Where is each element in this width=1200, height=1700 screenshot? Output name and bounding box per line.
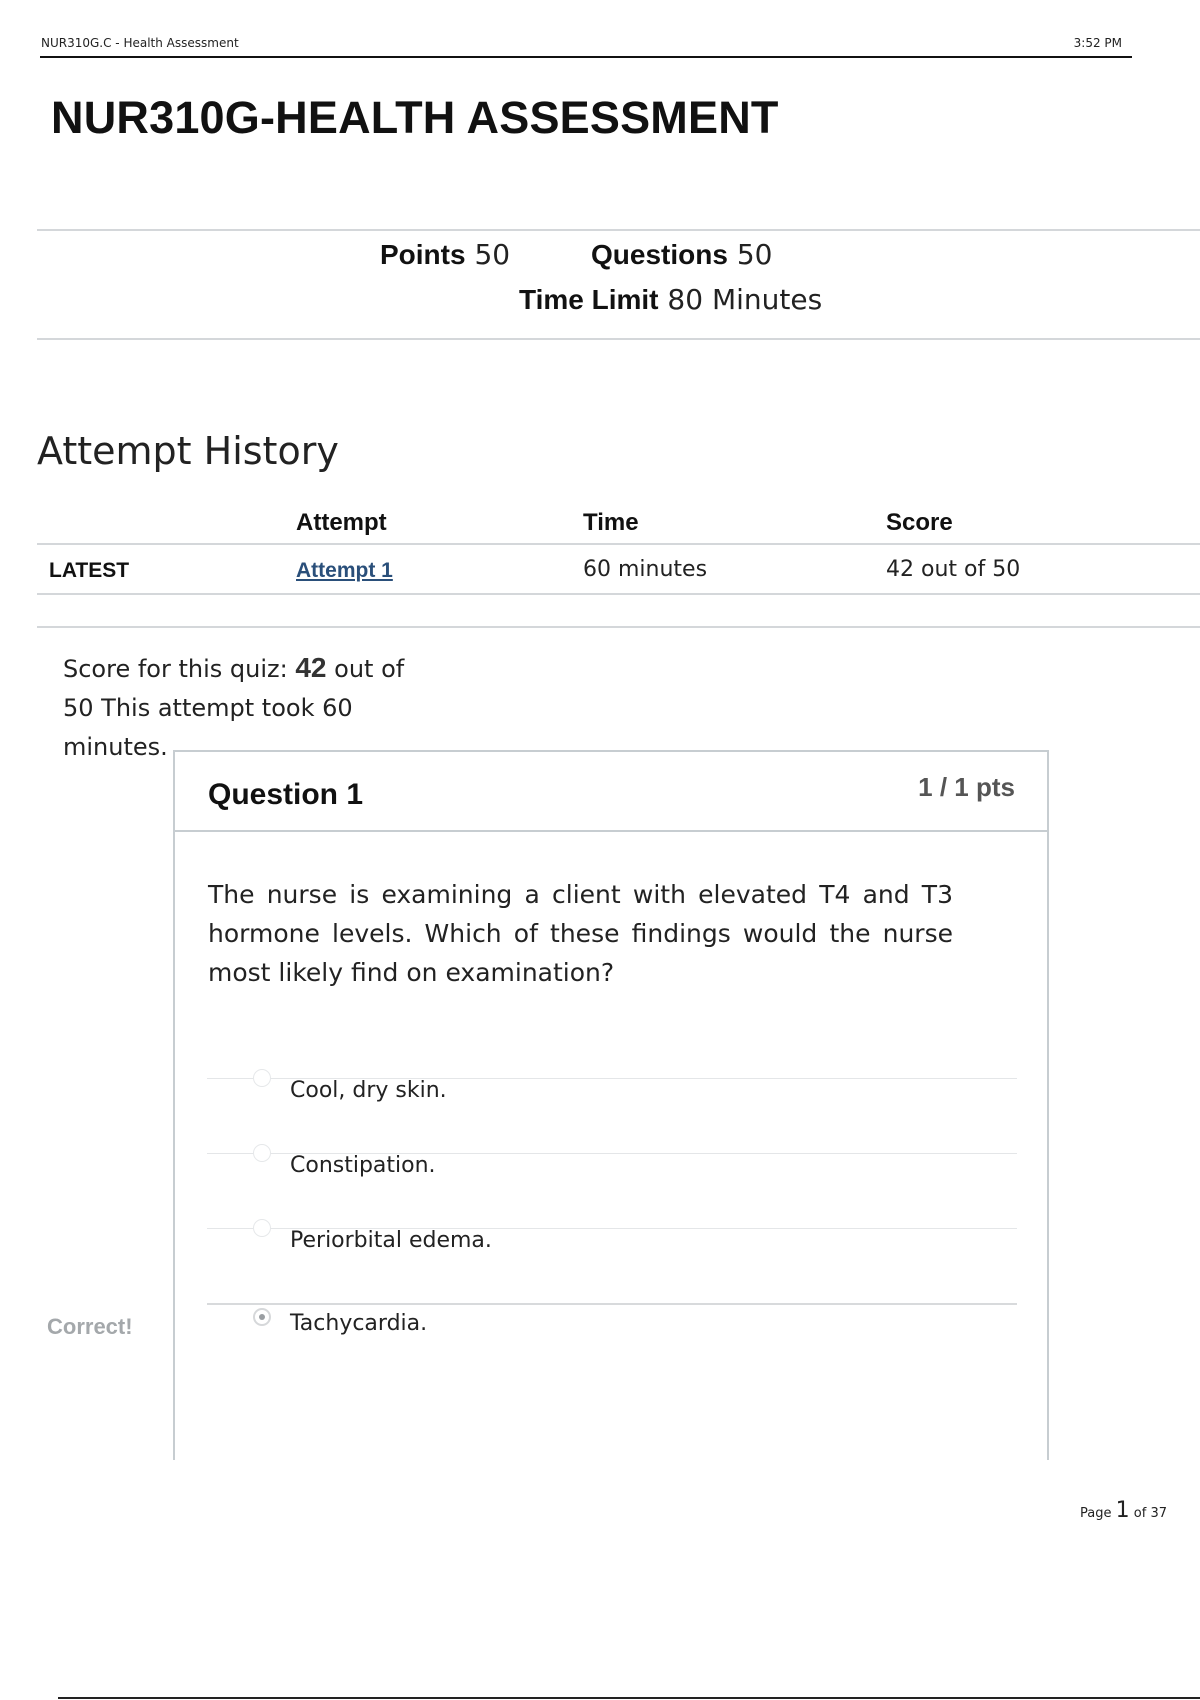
divider <box>37 338 1200 340</box>
attempt-time: 60 minutes <box>583 557 708 582</box>
answer-option[interactable] <box>207 1228 1017 1288</box>
radio-dot <box>259 1314 265 1320</box>
score-summary-score: 42 <box>295 652 327 683</box>
page-current: 1 <box>1115 1498 1130 1523</box>
page-word: Page <box>1080 1506 1112 1521</box>
correct-answer-flag: Correct! <box>47 1314 133 1339</box>
answer-divider <box>207 1303 1017 1305</box>
quiz-title: NUR310G-HEALTH ASSESSMENT <box>51 92 779 143</box>
column-header-attempt: Attempt <box>296 509 387 536</box>
print-header <box>40 34 1132 58</box>
page-total: 37 <box>1150 1506 1167 1521</box>
attempt-score: 42 out of 50 <box>886 557 1021 582</box>
attempt-history-heading: Attempt History <box>37 429 339 473</box>
divider <box>37 229 1200 231</box>
score-summary-prefix: Score for this quiz: <box>63 655 288 683</box>
quiz-points <box>380 238 510 271</box>
answer-label: Tachycardia. <box>290 1311 428 1336</box>
page-bottom-rule <box>58 1697 1200 1699</box>
questions-value: 50 <box>736 238 773 271</box>
radio-button[interactable] <box>253 1219 271 1237</box>
question-header <box>175 752 1047 832</box>
print-header-time: 3:52 PM <box>1073 36 1122 50</box>
question-text: The nurse is examining a client with elevated T4 and T3 hormone levels. Which of these findings would the nurse most likely find on examination? <box>208 880 953 987</box>
page-of-word: of <box>1133 1506 1147 1521</box>
answer-label: Cool, dry skin. <box>290 1078 447 1103</box>
column-header-time: Time <box>583 509 639 536</box>
print-header-course: NUR310G.C - Health Assessment <box>41 36 239 50</box>
points-value: 50 <box>474 238 511 271</box>
question-title: Question 1 <box>208 778 364 811</box>
answer-label: Periorbital edema. <box>290 1228 492 1253</box>
attempt-status-latest: LATEST <box>49 559 130 582</box>
table-header-divider <box>37 543 1200 545</box>
quiz-time-limit <box>519 283 822 316</box>
divider <box>37 626 1200 628</box>
quiz-questions <box>591 238 772 271</box>
questions-label: Questions <box>591 239 728 270</box>
answer-option[interactable] <box>207 1153 1017 1213</box>
answer-option-selected[interactable] <box>207 1303 1017 1363</box>
points-label: Points <box>380 239 466 270</box>
page-number <box>1080 1498 1200 1523</box>
table-row-divider <box>37 593 1200 595</box>
score-summary-suffix: out of 50 This attempt took 60 minutes. <box>63 655 405 761</box>
time-limit-label: Time Limit <box>519 284 659 315</box>
question-card <box>173 750 1049 1460</box>
radio-button[interactable] <box>253 1069 271 1087</box>
radio-button[interactable] <box>253 1144 271 1162</box>
attempt-1-link[interactable]: Attempt 1 <box>296 559 393 582</box>
answer-label: Constipation. <box>290 1153 436 1178</box>
question-points: 1 / 1 pts <box>918 772 1015 802</box>
answer-option[interactable] <box>207 1078 1017 1138</box>
time-limit-value: 80 Minutes <box>667 283 823 316</box>
radio-button-selected[interactable] <box>253 1308 271 1326</box>
column-header-score: Score <box>886 509 953 536</box>
